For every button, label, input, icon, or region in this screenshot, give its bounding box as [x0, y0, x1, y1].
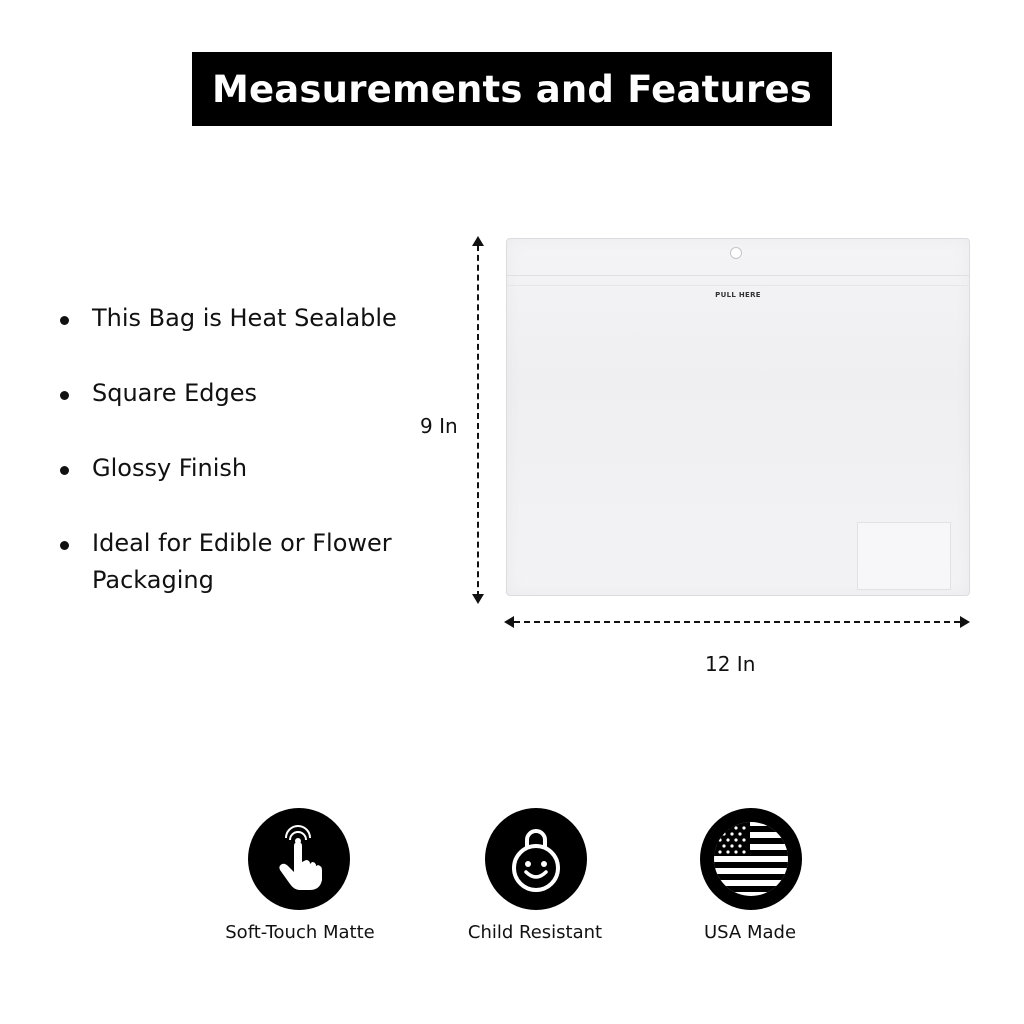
- bag-pull-label: PULL HERE: [715, 291, 761, 299]
- width-dimension-line: [514, 621, 960, 623]
- bag-label-area: [857, 522, 951, 590]
- bag-image: [506, 238, 970, 596]
- page-title: Measurements and Features: [192, 52, 832, 126]
- feature-item-glossy-finish: Glossy Finish: [58, 450, 438, 487]
- bag-zipper-seam: [507, 275, 969, 276]
- feature-item-square-edges: Square Edges: [58, 375, 438, 412]
- width-label: 12 In: [705, 652, 756, 676]
- touch-hand-icon: [248, 808, 350, 910]
- height-label: 9 In: [420, 414, 458, 438]
- width-arrow-right-icon: [960, 616, 970, 628]
- badge-label-child-resistant: Child Resistant: [467, 922, 603, 943]
- smiley-lock-icon: [485, 808, 587, 910]
- feature-item-edible-flower: Ideal for Edible or Flower Packaging: [58, 525, 438, 599]
- badge-label-usa-made: USA Made: [703, 922, 797, 943]
- height-arrow-down-icon: [472, 594, 484, 604]
- width-arrow-left-icon: [504, 616, 514, 628]
- badge-label-soft-touch: Soft-Touch Matte: [225, 922, 375, 943]
- feature-item-heat-sealable: This Bag is Heat Sealable: [58, 300, 438, 337]
- usa-flag-icon: [700, 808, 802, 910]
- feature-list: [58, 300, 438, 637]
- bag-hang-hole: [730, 247, 742, 259]
- height-dimension-line: [477, 245, 479, 597]
- bag-tear-seam: [507, 285, 969, 286]
